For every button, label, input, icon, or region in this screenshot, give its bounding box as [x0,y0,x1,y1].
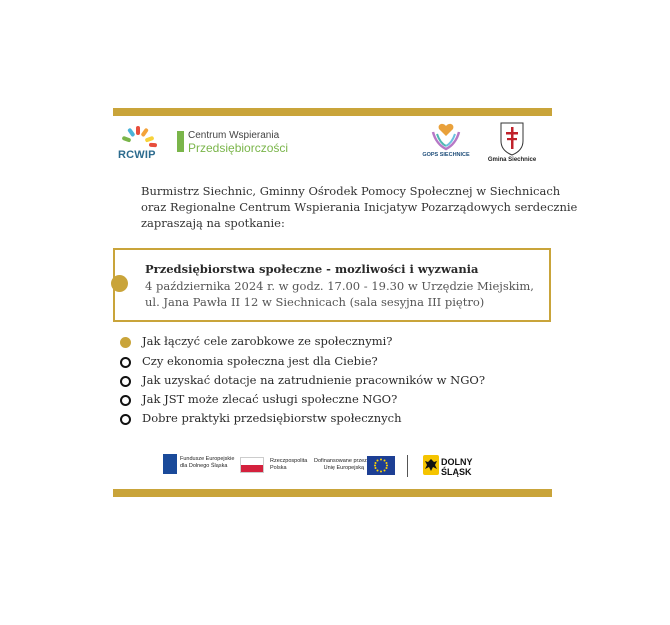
agenda-text: Jak łączyć cele zarobkowe ze społecznymi? [142,334,393,348]
rcwip-logo [118,126,170,166]
fe-line2: dla Dolnego Śląska [180,463,228,469]
ring-bullet-icon [120,395,131,406]
eagle-icon [423,455,439,475]
ds-text [441,457,473,477]
ds-line2: ŚLĄSK [441,467,472,477]
intro-line: Burmistrz Siechnic, Gminny Ośrodek Pomocy Społecznej w Siechnicach [141,184,561,198]
event-date-line: 4 października 2024 r. w godz. 17.00 - 19.30 w Urzędzie Miejskim, [145,279,534,293]
dolny-slask-logo [423,454,485,478]
cwp-logo [177,130,297,158]
gold-bullet-icon [120,337,131,348]
agenda-text: Jak JST może zlecać usługi społeczne NGO? [142,392,398,406]
hands-heart-icon [417,122,475,152]
gops-text: GOPS SIECHNICE [422,152,470,158]
agenda-text: Jak uzyskać dotacje na zatrudnienie pracowników w NGO? [142,373,486,387]
cwp-text-line2: Przedsiębiorczości [188,141,289,155]
intro-line: oraz Regionalne Centrum Wspierania Inicjatyw Pozarządowych serdecznie [141,200,578,214]
rzeczpospolita-logo [240,455,310,475]
ds-line1: DOLNY [441,457,473,467]
cwp-mark-icon [177,131,184,152]
ring-bullet-icon [120,414,131,425]
rp-line1: Rzeczpospolita [270,458,308,464]
rp-line2: Polska [270,465,287,471]
intro-paragraph [141,183,578,231]
ring-bullet-icon [120,357,131,368]
sunburst-icon [118,126,158,150]
bottom-gold-bar [113,489,552,497]
cwp-text-line1: Centrum Wspierania [188,130,280,141]
eu-flag-icon [367,456,395,475]
poland-flag-icon [240,457,264,473]
rp-text [270,458,307,472]
gops-logo [417,122,475,170]
ue-line2: Unię Europejską [323,465,364,471]
event-address-line: ul. Jana Pawła II 12 w Siechnicach (sala sesyjna III piętro) [145,295,485,309]
gold-dot-icon [111,275,128,292]
event-title: Przedsiębiorstwa społeczne - mozliwości i wyzwania [145,262,479,276]
agenda-text: Czy ekonomia społeczna jest dla Ciebie? [142,354,378,368]
ring-bullet-icon [120,376,131,387]
footer-divider [407,455,408,477]
agenda-text: Dobre praktyki przedsiębiorstw społecznych [142,411,402,425]
fundusze-europejskie-logo [163,454,235,476]
intro-line: zapraszają na spotkanie: [141,216,285,230]
top-gold-bar [113,108,552,116]
fe-text [180,456,234,470]
ue-text [314,458,367,472]
fe-line1: Fundusze Europejskie [180,456,235,462]
coat-of-arms-icon [487,121,537,157]
eu-logo [314,455,396,477]
gmina-text: Gmina Siechnice [487,157,537,163]
rcwip-text: RCWIP [118,149,156,161]
fe-mark-icon [163,454,177,474]
ue-line1: Dofinansowane przez [314,458,367,464]
gmina-logo [487,121,537,176]
